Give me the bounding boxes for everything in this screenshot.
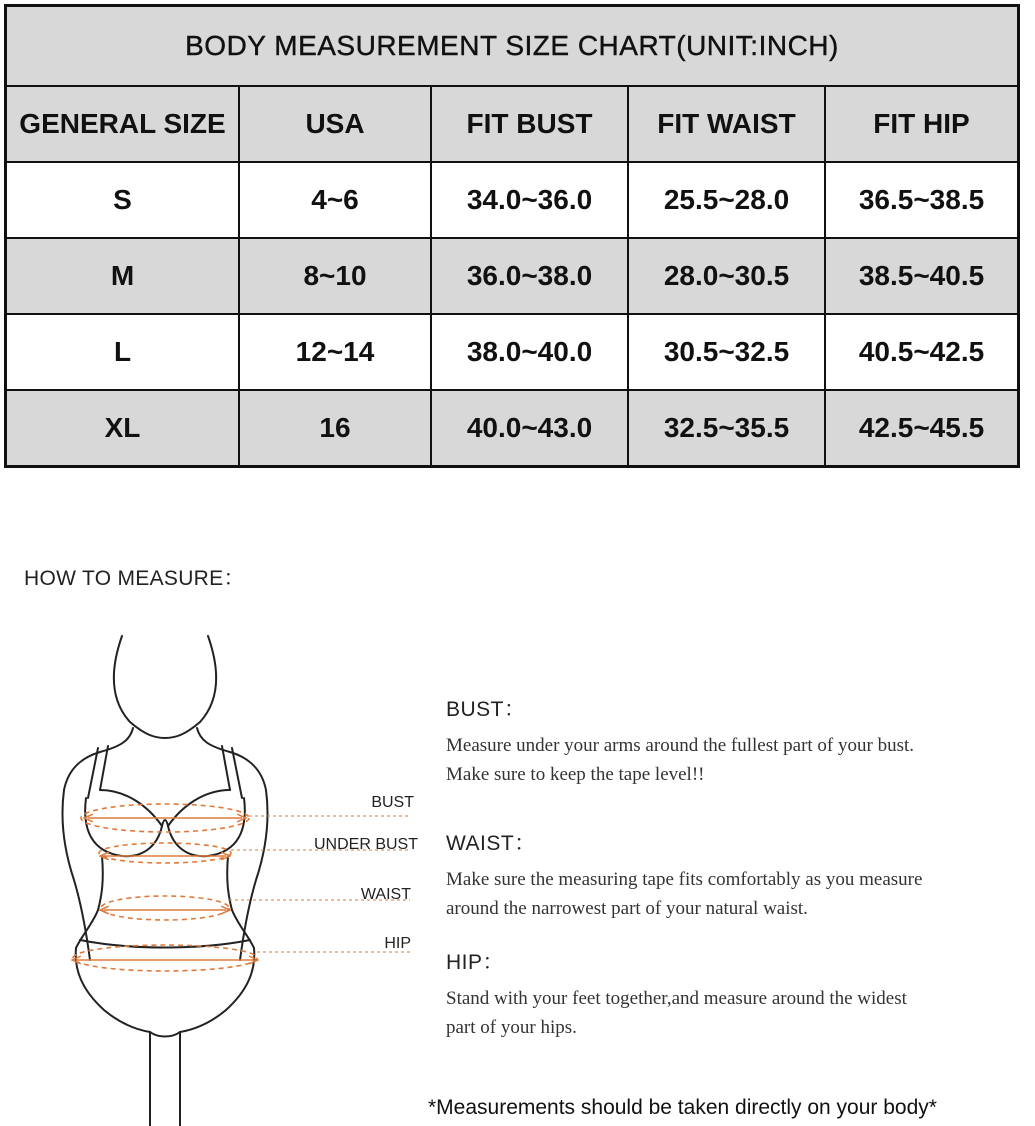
- body-figure-illustration: [30, 630, 430, 1126]
- cell-usa: 8~10: [239, 238, 431, 314]
- bust-text-line-1: Measure under your arms around the fullest part of your bust.: [446, 735, 915, 756]
- cell-hip: 42.5~45.5: [825, 390, 1017, 465]
- waist-text-line-1: Make sure the measuring tape fits comfortably as you measure: [446, 869, 923, 890]
- bust-heading: BUST：: [446, 698, 526, 721]
- table-row: [7, 162, 1017, 238]
- table-row: [7, 238, 1017, 314]
- hip-text-line-2: part of your hips.: [446, 1017, 577, 1038]
- hip-instructions: [446, 946, 1026, 1042]
- size-chart-table: [4, 4, 1020, 468]
- cell-usa: 16: [239, 390, 431, 465]
- underbust-ellipse: [99, 843, 231, 863]
- cell-bust: 36.0~38.0: [431, 238, 628, 314]
- waistband: [80, 940, 250, 948]
- bust-instructions: [446, 693, 1026, 789]
- head-outline: [114, 636, 216, 738]
- label-hip: HIP: [384, 935, 411, 952]
- how-to-measure-title: HOW TO MEASURE：: [24, 567, 245, 590]
- label-bust: BUST: [371, 794, 414, 811]
- cell-size: M: [7, 238, 239, 314]
- header-usa: USA: [239, 87, 431, 162]
- cell-usa: 12~14: [239, 314, 431, 390]
- waist-instructions: [446, 827, 1026, 923]
- waist-ellipse: [101, 896, 229, 920]
- label-under-bust: UNDER BUST: [313, 836, 418, 853]
- cell-waist: 32.5~35.5: [628, 390, 825, 465]
- cell-bust: 34.0~36.0: [431, 162, 628, 238]
- left-cup: [85, 790, 162, 856]
- cell-waist: 25.5~28.0: [628, 162, 825, 238]
- right-cup: [168, 790, 245, 856]
- cell-waist: 30.5~32.5: [628, 314, 825, 390]
- bust-text-line-2: Make sure to keep the tape level!!: [446, 764, 705, 785]
- cell-waist: 28.0~30.5: [628, 238, 825, 314]
- hip-text-line-1: Stand with your feet together,and measure around the widest: [446, 988, 907, 1009]
- header-row: [7, 87, 1017, 162]
- waist-heading: WAIST：: [446, 832, 536, 855]
- bra-center: [162, 820, 168, 826]
- header-fit-hip: FIT HIP: [825, 87, 1017, 162]
- cell-hip: 40.5~42.5: [825, 314, 1017, 390]
- header-fit-waist: FIT WAIST: [628, 87, 825, 162]
- cell-bust: 40.0~43.0: [431, 390, 628, 465]
- cell-usa: 4~6: [239, 162, 431, 238]
- table-row: [7, 314, 1017, 390]
- crotch: [150, 1032, 180, 1037]
- header-general-size: GENERAL SIZE: [7, 87, 239, 162]
- size-chart-title: BODY MEASUREMENT SIZE CHART(UNIT:INCH): [7, 7, 1017, 87]
- right-shoulder: [197, 728, 268, 960]
- cell-bust: 38.0~40.0: [431, 314, 628, 390]
- table-row: [7, 390, 1017, 465]
- cell-size: XL: [7, 390, 239, 465]
- size-grid: [7, 87, 1017, 465]
- measurement-footnote: *Measurements should be taken directly on your body*: [428, 1096, 937, 1119]
- cell-size: S: [7, 162, 239, 238]
- cell-hip: 38.5~40.5: [825, 238, 1017, 314]
- cell-hip: 36.5~38.5: [825, 162, 1017, 238]
- left-shoulder: [62, 728, 133, 960]
- hip-ellipse: [73, 945, 257, 971]
- waist-text-line-2: around the narrowest part of your natural waist.: [446, 898, 808, 919]
- header-fit-bust: FIT BUST: [431, 87, 628, 162]
- hip-heading: HIP：: [446, 951, 505, 974]
- cell-size: L: [7, 314, 239, 390]
- label-waist: WAIST: [360, 886, 411, 903]
